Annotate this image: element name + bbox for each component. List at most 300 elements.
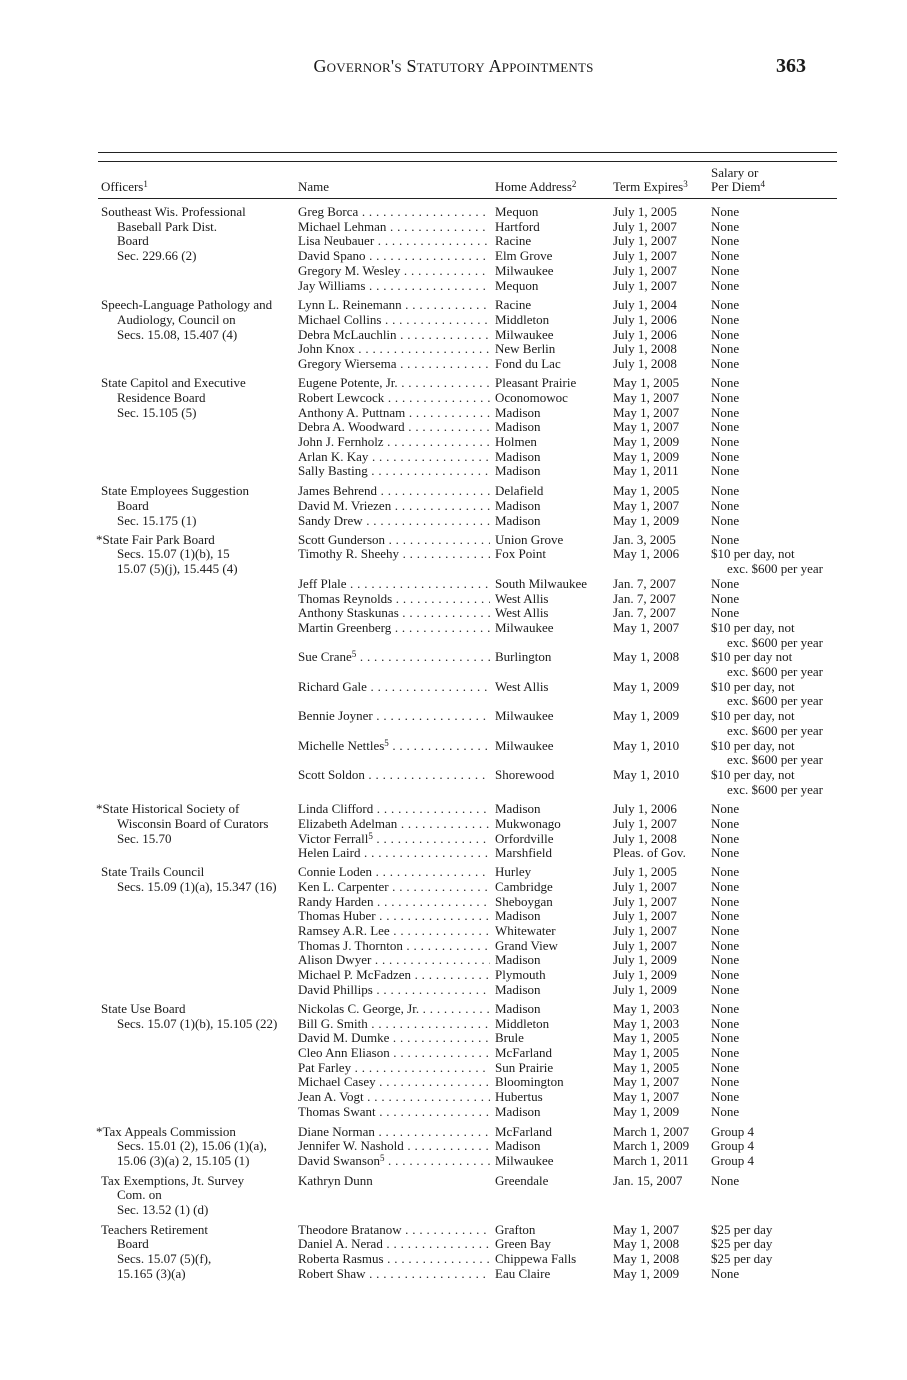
member-salary: $10 per day, not <box>711 546 795 562</box>
member-term-expires: July 1, 2007 <box>613 893 677 909</box>
member-name <box>298 650 490 665</box>
member-term-expires: May 1, 2007 <box>613 1089 680 1105</box>
member-term-expires: March 1, 2007 <box>613 1123 690 1139</box>
member-term-expires: May 1, 2008 <box>613 649 680 665</box>
leader-dots <box>384 391 490 405</box>
leader-dots <box>397 817 490 831</box>
member-term-expires: Jan. 7, 2007 <box>613 605 676 621</box>
member-name <box>298 1105 490 1120</box>
leader-dots <box>355 342 490 356</box>
member-term-expires: May 1, 2009 <box>613 1103 680 1119</box>
member-term-expires: May 1, 2009 <box>613 708 680 724</box>
member-name-text: Alison Dwyer <box>298 953 372 968</box>
member-name <box>298 739 490 754</box>
column-header-term-expires: Term Expires$^3$ <box>613 179 688 194</box>
member-name-text: David Phillips <box>298 982 373 997</box>
leader-dots <box>371 953 490 967</box>
member-salary: None <box>711 1015 740 1031</box>
member-salary: None <box>711 922 740 938</box>
leader-dots <box>405 420 490 434</box>
officer-line: 15.165 (3)(a) <box>117 1265 186 1281</box>
officer-line: Com. on <box>117 1187 162 1203</box>
member-term-expires: Jan. 7, 2007 <box>613 590 676 606</box>
member-home-address: Madison <box>495 1138 541 1154</box>
leader-dots <box>402 298 490 312</box>
member-salary: None <box>711 233 740 249</box>
member-name-text: Thomas Huber <box>298 909 376 924</box>
member-term-expires: May 1, 2005 <box>613 1059 680 1075</box>
member-name <box>298 592 490 607</box>
member-name <box>298 1154 490 1169</box>
member-name-text: Thomas Reynolds <box>298 591 393 606</box>
leader-dots <box>419 1002 490 1016</box>
officer-line: State Employees Suggestion <box>101 483 250 499</box>
member-term-expires: May 1, 2011 <box>613 463 679 479</box>
officer-line: Tax Exemptions, Jt. Survey <box>101 1172 245 1188</box>
member-name <box>298 406 490 421</box>
member-term-expires: May 1, 2009 <box>613 678 680 694</box>
member-home-address: Hubertus <box>495 1089 543 1105</box>
member-salary: None <box>711 1045 740 1060</box>
member-salary: None <box>711 311 740 327</box>
member-salary: None <box>711 356 740 371</box>
member-name-text: Michelle Nettles <box>298 738 385 753</box>
member-name-text: Gregory M. Wesley <box>298 263 401 278</box>
leader-dots <box>368 450 490 464</box>
leader-dots <box>364 1090 490 1104</box>
member-name-text: Martin Greenberg <box>298 620 392 635</box>
member-salary: None <box>711 830 740 846</box>
member-salary: None <box>711 419 740 435</box>
member-name <box>298 499 490 514</box>
officer-line: Southeast Wis. Professional <box>101 204 246 219</box>
member-home-address: Madison <box>495 1000 541 1016</box>
member-name <box>298 865 490 880</box>
member-salary: None <box>711 845 740 861</box>
member-term-expires: May 1, 2010 <box>613 737 680 753</box>
member-salary: None <box>711 908 740 924</box>
officer-line: Teachers Retirement <box>101 1221 209 1237</box>
officer-line: Wisconsin Board of Curators <box>117 816 269 831</box>
member-salary: None <box>711 893 740 909</box>
member-name-text: Jean A. Vogt <box>298 1090 364 1105</box>
leader-dots <box>358 205 490 219</box>
member-home-address: Grafton <box>495 1221 536 1237</box>
leader-dots <box>373 895 490 909</box>
member-name <box>298 514 490 529</box>
member-name-text: Timothy R. Sheehy <box>298 547 400 562</box>
member-term-expires: Jan. 3, 2005 <box>613 531 676 547</box>
member-home-address: Shorewood <box>495 766 555 782</box>
member-salary: None <box>711 404 740 420</box>
member-salary: None <box>711 297 740 313</box>
member-term-expires: July 1, 2004 <box>613 297 677 313</box>
member-name <box>298 1267 490 1282</box>
member-salary: $25 per day <box>711 1251 773 1267</box>
member-name <box>298 680 490 695</box>
member-home-address: West Allis <box>495 590 549 606</box>
member-salary: None <box>711 262 740 278</box>
member-name-text: Victor Ferrall <box>298 831 369 846</box>
member-name <box>298 1125 490 1140</box>
member-name-text: Connie Loden <box>298 865 373 880</box>
member-home-address: Union Grove <box>495 531 564 547</box>
member-name <box>298 376 490 391</box>
member-name-text: Michael P. McFadzen <box>298 968 412 982</box>
member-home-address: McFarland <box>495 1123 553 1139</box>
member-salary: None <box>711 605 740 621</box>
member-name <box>298 1061 490 1076</box>
member-term-expires: July 1, 2006 <box>613 326 677 342</box>
member-salary: exc. $600 per year <box>727 752 824 768</box>
officer-line: Board <box>117 497 149 513</box>
member-term-expires: May 1, 2007 <box>613 619 680 635</box>
member-name-text: Eugene Potente, Jr. <box>298 376 398 391</box>
member-home-address: Hartford <box>495 218 540 234</box>
member-salary: None <box>711 952 740 968</box>
member-term-expires: July 1, 2007 <box>613 937 677 953</box>
member-salary: $10 per day, not <box>711 678 795 694</box>
member-name <box>298 264 490 279</box>
officer-line: Board <box>117 233 149 249</box>
member-term-expires: July 1, 2005 <box>613 204 677 219</box>
member-name-text: Debra McLauchlin <box>298 327 397 342</box>
member-name-text: Kathryn Dunn <box>298 1173 373 1188</box>
member-name-text: Diane Norman <box>298 1124 375 1139</box>
leader-dots <box>392 592 490 606</box>
member-term-expires: March 1, 2011 <box>613 1152 689 1168</box>
officer-line: Board <box>117 1236 149 1252</box>
leader-dots <box>389 880 490 894</box>
leader-dots <box>366 1267 490 1281</box>
member-term-expires: May 1, 2010 <box>613 766 680 782</box>
page-number: 363 <box>776 55 806 77</box>
member-home-address: West Allis <box>495 678 549 694</box>
member-name <box>298 435 490 450</box>
member-name <box>298 1252 490 1267</box>
officer-line: *State Historical Society of <box>96 801 240 817</box>
member-salary: None <box>711 434 740 449</box>
member-salary: None <box>711 575 740 591</box>
member-name <box>298 342 490 357</box>
leader-dots <box>399 606 490 620</box>
member-home-address: Bloomington <box>495 1074 564 1090</box>
member-term-expires: May 1, 2007 <box>613 419 680 435</box>
member-home-address: Madison <box>495 1103 541 1119</box>
member-home-address: Sheboygan <box>495 893 553 909</box>
member-salary: exc. $600 per year <box>727 781 824 797</box>
member-name-text: Greg Borca <box>298 205 359 219</box>
member-name-text: James Behrend <box>298 484 378 499</box>
member-term-expires: May 1, 2007 <box>613 404 680 420</box>
member-name <box>298 606 490 621</box>
member-name-text: Sandy Drew <box>298 513 363 528</box>
member-salary: exc. $600 per year <box>727 664 824 679</box>
member-term-expires: July 1, 2009 <box>613 981 677 997</box>
officer-line: Audiology, Council on <box>117 311 236 327</box>
leader-dots <box>374 234 490 248</box>
officer-line: Secs. 15.07 (5)(f), <box>117 1251 212 1267</box>
member-name-text: Michael Lehman <box>298 219 387 234</box>
member-salary: exc. $600 per year <box>727 722 824 738</box>
officer-line: *State Fair Park Board <box>96 531 215 547</box>
member-home-address: Mequon <box>495 277 539 293</box>
leader-dots <box>405 406 490 420</box>
member-home-address: Milwaukee <box>495 619 554 635</box>
leader-dots <box>389 739 490 753</box>
member-name <box>298 1174 490 1189</box>
member-name <box>298 205 490 220</box>
member-name-text: Daniel A. Nerad <box>298 1237 383 1252</box>
member-home-address: Sun Prairie <box>495 1059 554 1075</box>
member-name <box>298 533 490 548</box>
member-salary: exc. $600 per year <box>727 693 824 709</box>
member-name <box>298 895 490 910</box>
member-home-address: Milwaukee <box>495 708 554 724</box>
member-salary: None <box>711 967 740 982</box>
member-name-text: Bill G. Smith <box>298 1016 368 1031</box>
column-header-home-address: Home Address$^2$ <box>495 179 577 194</box>
member-name-text: Jeff Plale <box>298 576 347 591</box>
member-name-text: Jennifer W. Nashold <box>298 1139 404 1154</box>
member-term-expires: May 1, 2003 <box>613 1000 680 1016</box>
member-term-expires: May 1, 2009 <box>613 512 680 528</box>
leader-dots <box>363 514 490 528</box>
officer-line: 15.06 (3)(a) 2, 15.105 (1) <box>117 1152 250 1168</box>
member-name <box>298 279 490 294</box>
leader-dots <box>368 1017 490 1031</box>
member-name-text: Roberta Rasmus <box>298 1252 384 1267</box>
member-name <box>298 484 490 499</box>
member-salary: $10 per day, not <box>711 708 795 724</box>
leader-dots <box>397 357 490 371</box>
member-home-address: South Milwaukee <box>495 575 588 591</box>
member-term-expires: July 1, 2008 <box>613 356 677 371</box>
officer-line: Secs. 15.07 (1)(b), 15 <box>117 546 230 562</box>
member-name-text: Debra A. Woodward <box>298 420 405 435</box>
member-name-text: Nickolas C. George, Jr. <box>298 1001 420 1016</box>
member-name-text: Scott Gunderson <box>298 532 386 547</box>
member-term-expires: May 1, 2008 <box>613 1236 680 1252</box>
member-salary: None <box>711 981 740 997</box>
member-term-expires: July 1, 2007 <box>613 233 677 249</box>
leader-dots <box>384 435 490 449</box>
leader-dots <box>403 939 490 953</box>
member-home-address: Middleton <box>495 1015 550 1031</box>
member-name-text: Gregory Wiersema <box>298 357 397 371</box>
member-salary: None <box>711 341 740 357</box>
member-home-address: Madison <box>495 448 541 464</box>
leader-dots <box>351 1061 490 1075</box>
member-name-text: Michael Collins <box>298 312 382 327</box>
leader-dots <box>384 1252 490 1266</box>
member-term-expires: July 1, 2007 <box>613 218 677 234</box>
member-home-address: Greendale <box>495 1172 549 1188</box>
leader-dots <box>390 924 490 938</box>
leader-dots <box>356 650 490 664</box>
member-salary: None <box>711 248 740 264</box>
leader-dots <box>391 499 490 513</box>
member-home-address: Holmen <box>495 434 537 449</box>
member-name-text: Scott Soldon <box>298 767 365 782</box>
leader-dots <box>373 709 490 723</box>
member-salary: Group 4 <box>711 1152 754 1168</box>
member-salary: $10 per day, not <box>711 619 795 635</box>
footnote-marker: 5 <box>368 831 373 841</box>
member-home-address: Madison <box>495 801 541 817</box>
member-salary: None <box>711 326 740 342</box>
leader-dots <box>373 802 490 816</box>
member-name-text: Cleo Ann Eliason <box>298 1046 390 1060</box>
member-term-expires: July 1, 2008 <box>613 830 677 846</box>
member-home-address: Middleton <box>495 311 550 327</box>
officer-line: Sec. 15.105 (5) <box>117 404 197 420</box>
member-home-address: Madison <box>495 952 541 968</box>
member-name <box>298 357 490 372</box>
member-term-expires: July 1, 2008 <box>613 341 677 357</box>
officer-line: Sec. 229.66 (2) <box>117 248 197 264</box>
member-home-address: Chippewa Falls <box>495 1251 577 1267</box>
member-name <box>298 220 490 235</box>
member-term-expires: July 1, 2007 <box>613 922 677 938</box>
member-salary: None <box>711 1103 740 1119</box>
member-name <box>298 1237 490 1252</box>
member-home-address: Plymouth <box>495 967 546 982</box>
member-salary: None <box>711 218 740 234</box>
member-name <box>298 1002 490 1017</box>
leader-dots <box>376 1075 490 1089</box>
member-name-text: David Spano <box>298 249 366 264</box>
member-name-text: Lisa Neubauer <box>298 234 375 249</box>
leader-dots <box>400 264 490 278</box>
member-home-address: Madison <box>495 404 541 420</box>
member-salary: None <box>711 1089 740 1105</box>
member-home-address: Burlington <box>495 649 552 665</box>
member-term-expires: July 1, 2007 <box>613 262 677 278</box>
leader-dots <box>389 1031 490 1045</box>
member-salary: None <box>711 816 740 831</box>
member-name-text: Anthony Staskunas <box>298 606 399 621</box>
member-name <box>298 1139 490 1154</box>
leader-dots <box>375 1125 490 1139</box>
member-home-address: Hurley <box>495 864 532 880</box>
member-name-text: Richard Gale <box>298 679 367 694</box>
member-home-address: Milwaukee <box>495 737 554 753</box>
leader-dots <box>373 832 490 846</box>
leader-dots <box>376 1105 490 1119</box>
member-home-address: New Berlin <box>495 341 556 357</box>
member-name <box>298 298 490 313</box>
member-term-expires: July 1, 2009 <box>613 952 677 968</box>
member-name-text: Ken L. Carpenter <box>298 879 389 894</box>
leader-dots <box>411 968 490 982</box>
footnote-marker: 5 <box>351 650 357 660</box>
member-name-text: Robert Lewcock <box>298 390 385 405</box>
officer-line: State Use Board <box>101 1000 186 1016</box>
leader-dots <box>372 865 490 879</box>
leader-dots <box>383 1237 490 1251</box>
member-name-text: Anthony A. Puttnam <box>298 405 406 420</box>
member-term-expires: July 1, 2005 <box>613 864 677 880</box>
member-name-text: Sue Crane <box>298 650 352 665</box>
member-salary: $10 per day, not <box>711 737 795 753</box>
member-salary: exc. $600 per year <box>727 634 824 650</box>
leader-dots <box>386 220 490 234</box>
member-home-address: Milwaukee <box>495 326 554 342</box>
member-salary: $25 per day <box>711 1221 773 1237</box>
officer-line: Residence Board <box>117 389 206 405</box>
member-term-expires: May 1, 2005 <box>613 1030 680 1046</box>
member-name-text: Jay Williams <box>298 278 366 293</box>
member-name <box>298 450 490 465</box>
member-name <box>298 846 490 861</box>
member-name-text: David M. Dumke <box>298 1031 390 1046</box>
member-name <box>298 313 490 328</box>
member-home-address: Delafield <box>495 483 544 499</box>
leader-dots <box>376 909 490 923</box>
member-term-expires: July 1, 2006 <box>613 801 677 817</box>
column-header-salary: Salary or Per Diem$^4$ <box>711 165 765 194</box>
officer-line: Secs. 15.09 (1)(a), 15.347 (16) <box>117 878 277 894</box>
footnote-marker: 5 <box>379 1153 385 1163</box>
member-home-address: Mukwonago <box>495 816 561 831</box>
member-name-text: Thomas Swant <box>298 1104 376 1119</box>
member-name <box>298 577 490 592</box>
member-home-address: Madison <box>495 497 541 513</box>
leader-dots <box>402 1223 490 1237</box>
member-term-expires: May 1, 2007 <box>613 1074 680 1090</box>
member-term-expires: July 1, 2009 <box>613 967 677 982</box>
member-name <box>298 1017 490 1032</box>
member-salary: None <box>711 878 740 894</box>
member-salary: None <box>711 1030 740 1046</box>
member-salary: Group 4 <box>711 1138 754 1154</box>
member-term-expires: May 1, 2003 <box>613 1015 680 1031</box>
leader-dots <box>365 768 490 782</box>
officer-line: Sec. 13.52 (1) (d) <box>117 1202 209 1217</box>
member-term-expires: July 1, 2007 <box>613 277 677 293</box>
member-name <box>298 983 490 998</box>
member-name <box>298 234 490 249</box>
member-name-text: Theodore Bratanow <box>298 1222 402 1237</box>
member-home-address: Fox Point <box>495 546 546 562</box>
leader-dots <box>397 328 490 342</box>
member-home-address: Racine <box>495 233 532 249</box>
member-home-address: Mequon <box>495 204 539 219</box>
officer-line: Secs. 15.07 (1)(b), 15.105 (22) <box>117 1015 278 1031</box>
officer-line: Secs. 15.01 (2), 15.06 (1)(a), <box>117 1138 267 1154</box>
member-salary: None <box>711 1059 740 1075</box>
member-home-address: Oconomowoc <box>495 389 568 405</box>
member-home-address: Green Bay <box>495 1236 551 1252</box>
member-home-address: McFarland <box>495 1045 553 1060</box>
member-name <box>298 420 490 435</box>
member-name-text: Lynn L. Reinemann <box>298 298 402 313</box>
leader-dots <box>381 313 490 327</box>
member-salary: $25 per day <box>711 1236 773 1252</box>
member-home-address: Madison <box>495 463 541 479</box>
member-term-expires: Pleas. of Gov. <box>613 845 686 861</box>
member-name <box>298 1046 490 1061</box>
column-header-name: Name <box>298 179 330 194</box>
leader-dots <box>391 621 490 635</box>
member-term-expires: July 1, 2006 <box>613 311 677 327</box>
member-term-expires: March 1, 2009 <box>613 1138 690 1154</box>
member-term-expires: July 1, 2007 <box>613 248 677 264</box>
member-name <box>298 464 490 479</box>
leader-dots <box>404 1139 490 1153</box>
member-home-address: Cambridge <box>495 878 553 894</box>
